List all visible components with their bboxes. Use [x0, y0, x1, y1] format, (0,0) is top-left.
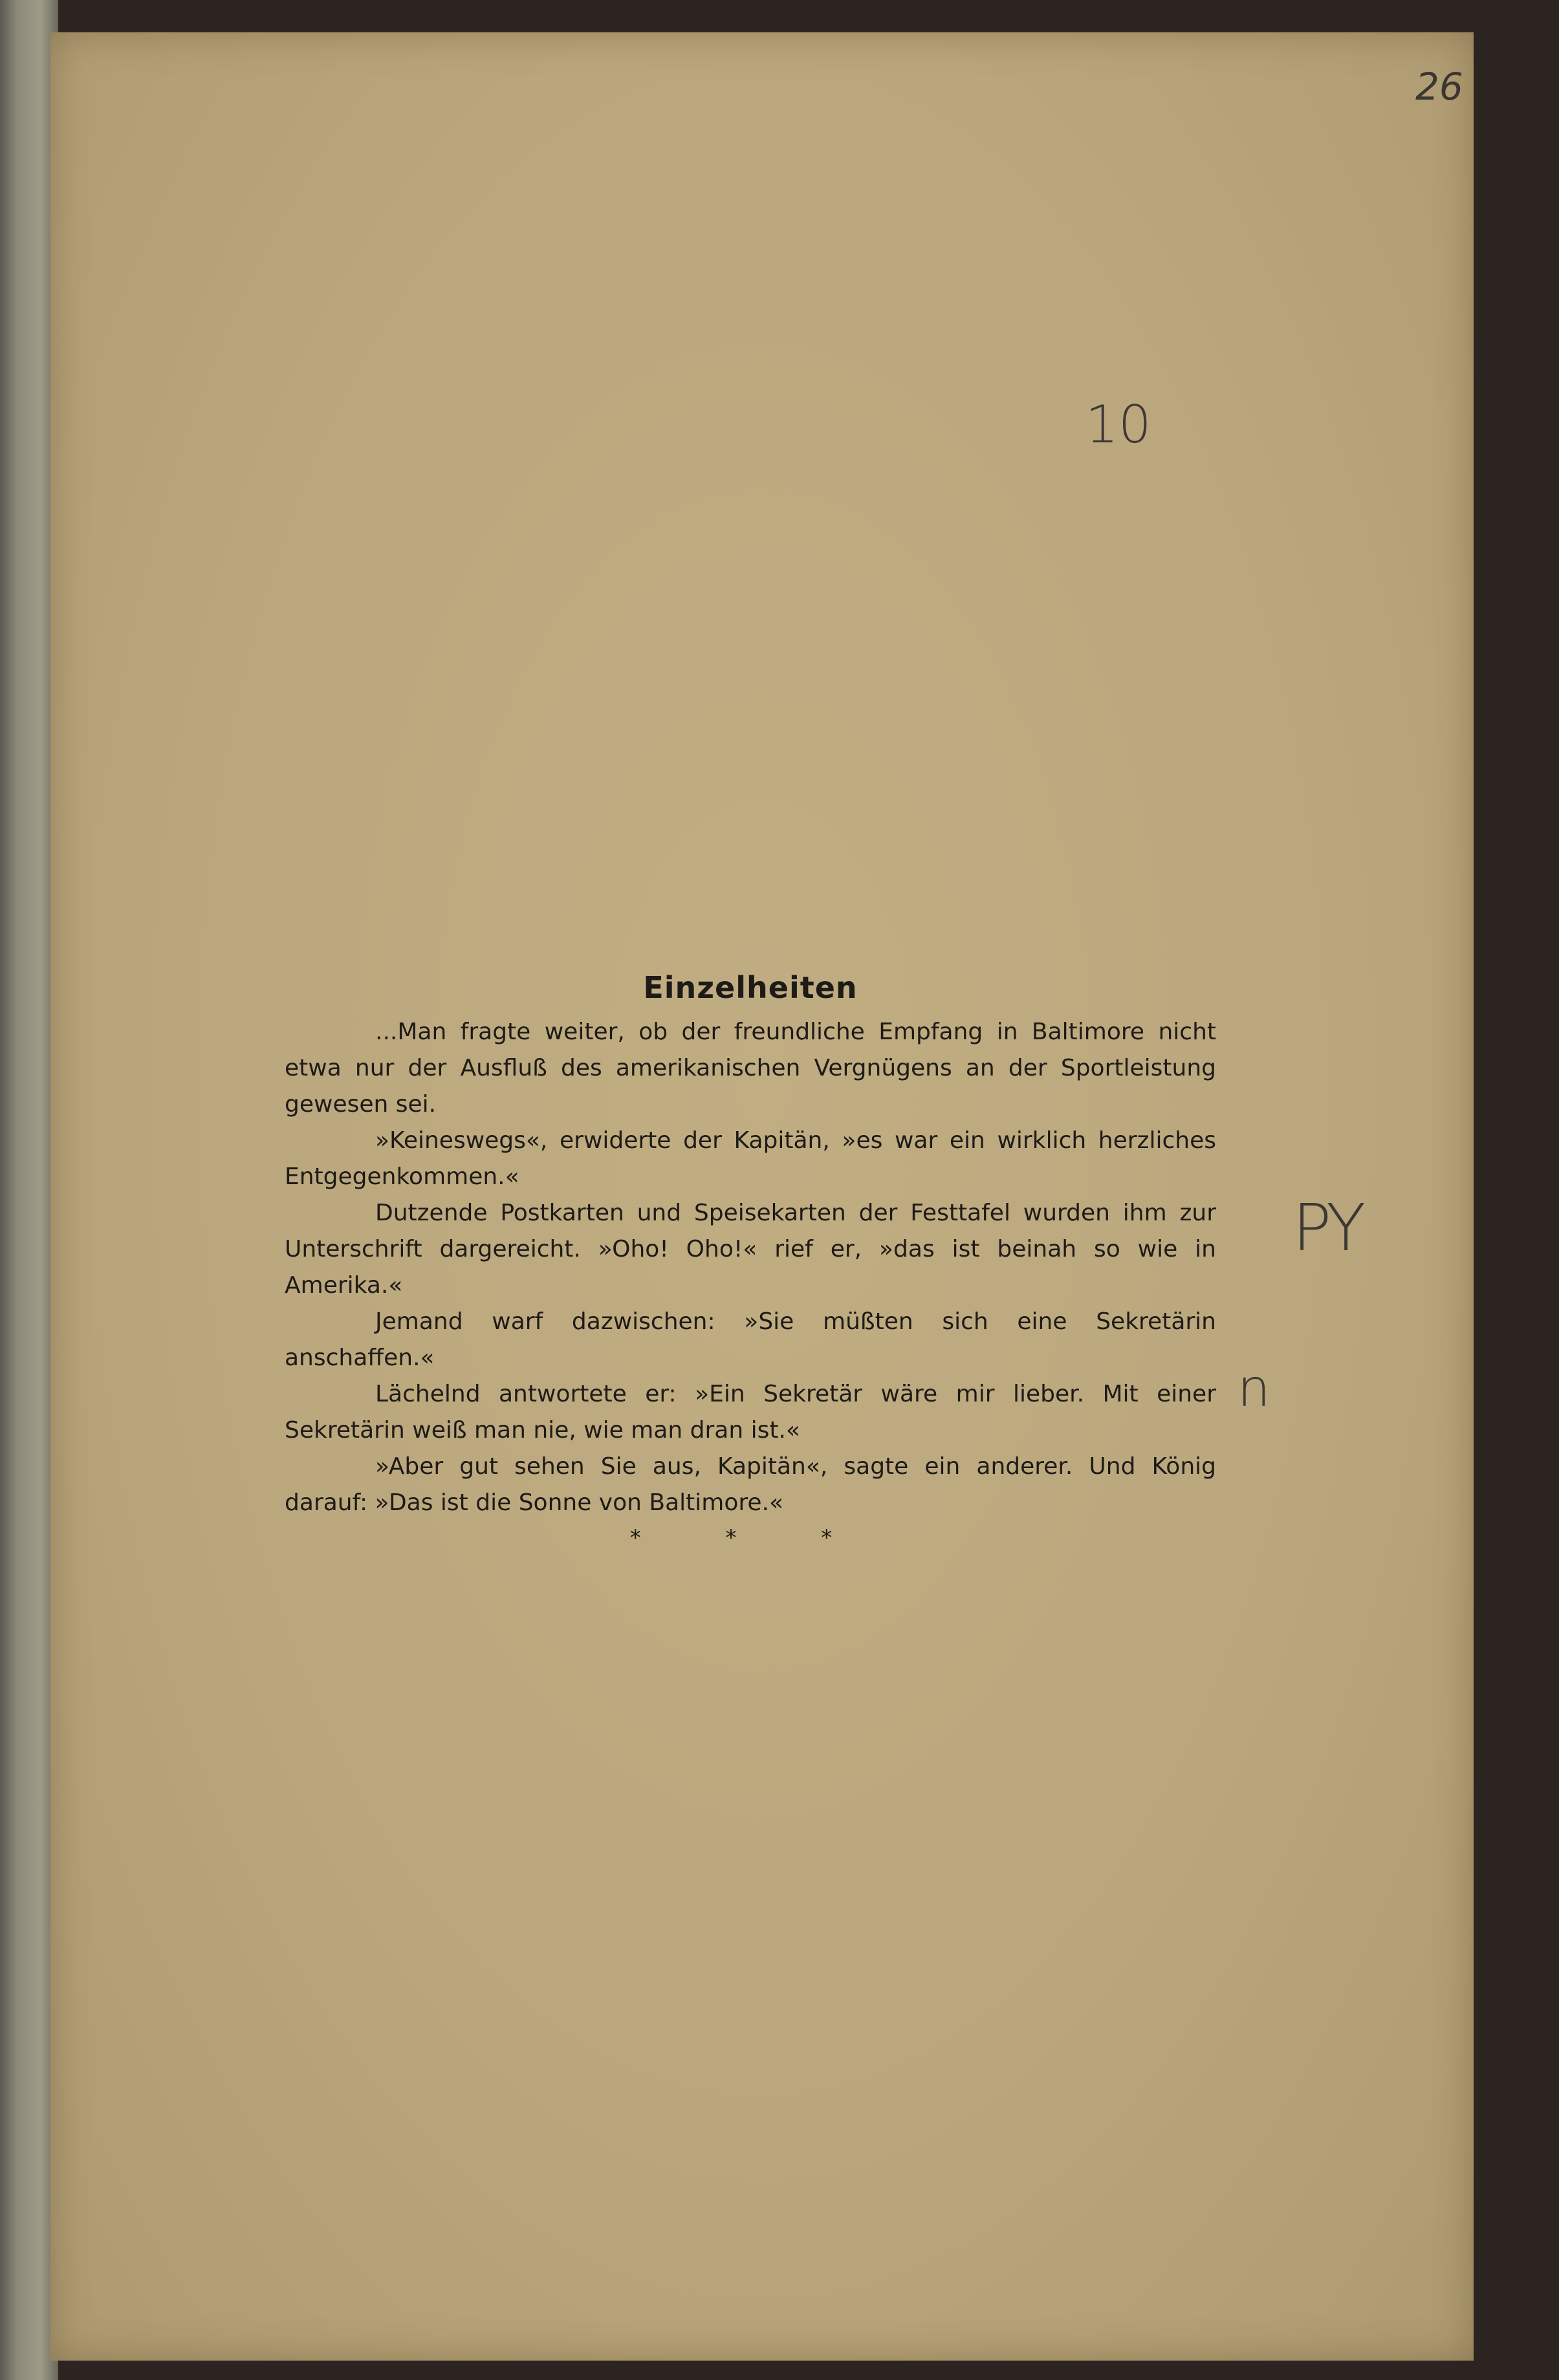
document-page [50, 32, 1474, 2361]
paragraph-1: ...Man fragte weiter, ob der freundliche Empfang in Baltimore nicht etwa nur der Ausfluß des amerikanischen Vergnügens an der Sportleistung gewesen sei. [285, 1019, 1216, 1118]
paragraph-3: Dutzende Postkarten und Speisekarten der Festtafel wurden ihm zur Unterschrift dargereicht. »Oho! Oho!« rief er, »das ist beinah so wie in Amerika.« [285, 1200, 1216, 1299]
handwritten-mark-top: 10 [1085, 395, 1151, 455]
paragraph-4: Jemand warf dazwischen: »Sie müßten sich eine Sekretärin anschaffen.« [285, 1308, 1216, 1371]
section-separator: * * * [629, 1525, 871, 1551]
article [285, 970, 1216, 1551]
handwritten-mark-lower: n [1237, 1358, 1270, 1418]
adjacent-page-spine [0, 0, 58, 2380]
handwritten-mark-right: PY [1292, 1190, 1362, 1266]
article-title: Einzelheiten [643, 970, 858, 1005]
paragraph-6: »Aber gut sehen Sie aus, Kapitän«, sagte ein anderer. Und König darauf: »Das ist die Sonne von Baltimore.« [285, 1453, 1216, 1516]
page-number: 26 [1415, 65, 1463, 109]
paragraph-2: »Keineswegs«, erwiderte der Kapitän, »es war ein wirklich herzliches Entgegenkommen.« [285, 1127, 1216, 1190]
paragraph-5: Lächelnd antwortete er: »Ein Sekretär wäre mir lieber. Mit einer Sekretärin weiß man nie, wie man dran ist.« [285, 1381, 1216, 1444]
